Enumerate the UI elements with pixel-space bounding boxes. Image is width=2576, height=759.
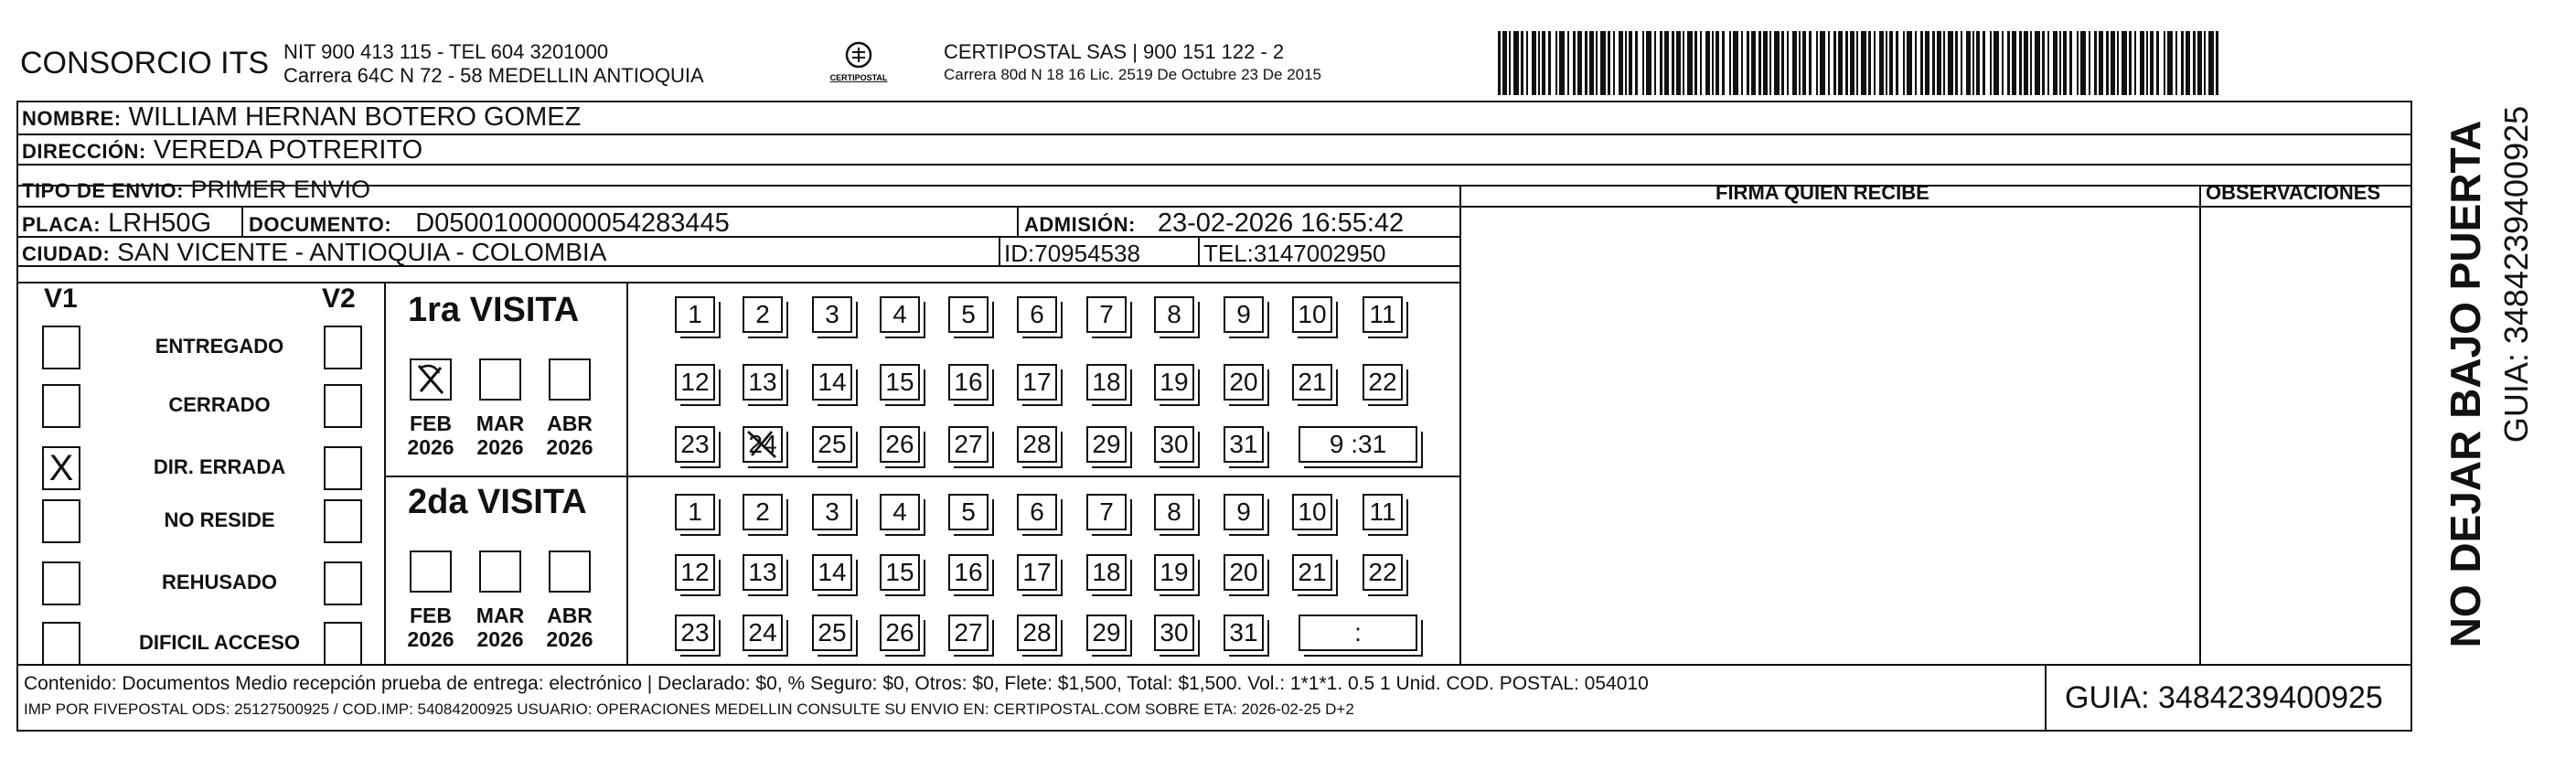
month-label <box>399 412 463 459</box>
id-cell <box>1004 240 1140 268</box>
barcode <box>1498 31 2226 95</box>
month-name: MAR <box>476 412 525 435</box>
day-box[interactable]: 29 <box>1086 426 1127 463</box>
day-number: 24 <box>748 430 777 458</box>
day-box[interactable]: 27 <box>948 426 989 463</box>
admision-cell <box>1024 208 1404 239</box>
certipostal-address: Carrera 80d N 18 16 Lic. 2519 De Octubre 23 De 2015 <box>944 66 1321 83</box>
day-box[interactable]: 3 <box>812 296 852 333</box>
nombre-row <box>22 102 581 133</box>
day-box[interactable]: 2 <box>743 296 783 333</box>
day-box[interactable]: 29 <box>1086 615 1127 651</box>
ciudad-label: CIUDAD: <box>22 242 111 265</box>
day-box[interactable]: 15 <box>880 364 920 401</box>
v1-header: V1 <box>44 283 78 314</box>
footer-line1: Contenido: Documentos Medio recepción prueba de entrega: electrónico | Declarado: $0, % Seguro: $0, Otros: $0, Flete: $1,500, Total: $1,500. Vol.: 1*1*1. 0.5 1 Unid. COD. POSTAL: 054010 <box>24 673 1649 694</box>
status-label: DIFICIL ACCESO <box>138 631 300 654</box>
direccion-label: DIRECCIÓN: <box>22 140 146 163</box>
day-box[interactable]: 31 <box>1224 426 1264 463</box>
day-box[interactable]: 10 <box>1292 296 1332 333</box>
month-name: ABR <box>547 604 593 627</box>
day-box[interactable]: 20 <box>1224 554 1264 591</box>
day-box[interactable]: 7 <box>1086 494 1127 530</box>
day-box[interactable]: 3 <box>812 494 852 530</box>
id-label: ID: <box>1004 240 1035 267</box>
v1-checkbox[interactable] <box>42 384 80 428</box>
day-box[interactable]: 28 <box>1017 615 1057 651</box>
status-label: REHUSADO <box>162 571 277 593</box>
day-box[interactable]: 17 <box>1017 364 1057 401</box>
day-box[interactable]: 13 <box>743 554 783 591</box>
footer-guia: GUIA: 3484239400925 <box>2065 680 2383 715</box>
day-box[interactable]: 16 <box>948 364 989 401</box>
day-box[interactable]: 12 <box>675 554 715 591</box>
day-box[interactable]: 18 <box>1086 554 1127 591</box>
direccion-row <box>22 135 422 166</box>
placa-value: LRH50G <box>108 208 211 238</box>
day-box[interactable]: 19 <box>1154 554 1194 591</box>
observaciones-header: OBSERVACIONES <box>2206 181 2381 204</box>
id-value: 70954538 <box>1034 240 1140 267</box>
main-frame <box>16 101 2412 732</box>
day-box[interactable]: 4 <box>880 494 920 530</box>
month-year: 2026 <box>476 627 524 651</box>
placa-cell <box>22 208 211 239</box>
day-box[interactable]: 14 <box>812 554 852 591</box>
status-label: ENTREGADO <box>155 335 284 358</box>
day-box[interactable]: 22 <box>1363 364 1403 401</box>
documento-value: D05001000000054283445 <box>415 208 730 238</box>
v2-checkbox[interactable] <box>324 384 362 428</box>
day-box[interactable] <box>743 426 783 463</box>
day-box[interactable]: 31 <box>1224 615 1264 651</box>
month-label <box>399 604 463 651</box>
v1-checkbox[interactable] <box>42 622 80 666</box>
month-name: MAR <box>476 604 525 627</box>
month-checkbox[interactable] <box>479 551 521 593</box>
day-box[interactable]: 5 <box>948 494 989 530</box>
day-box[interactable]: 27 <box>948 615 989 651</box>
day-box[interactable]: 25 <box>812 615 852 651</box>
nombre-label: NOMBRE: <box>22 107 122 130</box>
day-box[interactable]: 5 <box>948 296 989 333</box>
tipo-row <box>22 176 370 204</box>
day-box[interactable]: 9 <box>1224 494 1264 530</box>
certipostal-name: CERTIPOSTAL SAS | 900 151 122 - 2 <box>944 40 1285 63</box>
day-box[interactable]: 11 <box>1363 494 1403 530</box>
day-box[interactable]: 26 <box>880 426 920 463</box>
admision-label: ADMISIÓN: <box>1024 213 1136 236</box>
day-box[interactable]: 10 <box>1292 494 1332 530</box>
day-box[interactable]: 24 <box>743 615 783 651</box>
day-box[interactable]: 6 <box>1017 494 1057 530</box>
company-address: Carrera 64C N 72 - 58 MEDELLIN ANTIOQUIA <box>283 64 704 87</box>
day-box[interactable]: 7 <box>1086 296 1127 333</box>
status-label: CERRADO <box>168 393 271 416</box>
firma-header: FIRMA QUIEN RECIBE <box>1716 181 1929 204</box>
v1-checkbox[interactable]: X <box>42 446 80 490</box>
documento-cell <box>249 208 730 239</box>
day-box[interactable]: 23 <box>675 426 715 463</box>
day-box[interactable]: 9 <box>1224 296 1264 333</box>
certipostal-logo <box>819 40 898 90</box>
day-box[interactable]: 14 <box>812 364 852 401</box>
day-box[interactable]: 4 <box>880 296 920 333</box>
month-year: 2026 <box>407 627 454 651</box>
status-label: DIR. ERRADA <box>153 455 286 478</box>
nombre-value: WILLIAM HERNAN BOTERO GOMEZ <box>128 102 582 132</box>
day-box[interactable]: 1 <box>675 494 715 530</box>
day-box[interactable]: 20 <box>1224 364 1264 401</box>
day-box[interactable]: 2 <box>743 494 783 530</box>
v2-checkbox[interactable] <box>324 561 362 605</box>
first-visit-title: 1ra VISITA <box>408 291 580 329</box>
documento-label: DOCUMENTO: <box>249 213 392 236</box>
v2-checkbox[interactable] <box>324 446 362 490</box>
day-box[interactable]: 22 <box>1363 554 1403 591</box>
second-visit-title: 2da VISITA <box>408 483 587 521</box>
day-box[interactable]: 30 <box>1154 615 1194 651</box>
day-box[interactable]: 21 <box>1292 554 1332 591</box>
footer-line2: IMP POR FIVEPOSTAL ODS: 25127500925 / COD.IMP: 54084200925 USUARIO: OPERACIONES MEDELLIN CONSULTE SU ENVIO EN: CERTIPOSTAL.COM SOBRE ETA: 2026-02-25 D+2 <box>24 700 1354 718</box>
month-year: 2026 <box>546 627 593 651</box>
v2-checkbox[interactable] <box>324 622 362 666</box>
month-checkbox[interactable] <box>549 551 591 593</box>
company-nit: NIT 900 413 115 - TEL 604 3201000 <box>283 40 609 63</box>
v2-checkbox[interactable] <box>324 326 362 369</box>
day-box[interactable]: 25 <box>812 426 852 463</box>
month-checkbox[interactable] <box>479 358 521 401</box>
month-label <box>538 412 602 459</box>
day-mark-icon <box>744 428 781 461</box>
v1-checkbox[interactable] <box>42 499 80 543</box>
company-name: CONSORCIO ITS <box>20 46 270 80</box>
admision-value: 23-02-2026 16:55:42 <box>1157 208 1405 238</box>
month-label <box>538 604 602 651</box>
tipo-label: TIPO DE ENVIO: <box>22 179 184 202</box>
day-box[interactable]: 8 <box>1154 296 1194 333</box>
month-year: 2026 <box>546 435 593 459</box>
time-box[interactable]: 9 :31 <box>1299 426 1417 463</box>
day-box[interactable]: 15 <box>880 554 920 591</box>
day-box[interactable]: 11 <box>1363 296 1403 333</box>
month-label <box>468 412 532 459</box>
month-year: 2026 <box>476 435 524 459</box>
ciudad-cell <box>22 238 606 267</box>
day-box[interactable]: 1 <box>675 296 715 333</box>
month-checkbox[interactable] <box>410 551 452 593</box>
side-guia: GUIA: 3484239400925 <box>2497 105 2535 444</box>
day-box[interactable]: 23 <box>675 615 715 651</box>
v1-checkbox[interactable] <box>42 561 80 605</box>
day-box[interactable]: 6 <box>1017 296 1057 333</box>
day-box[interactable]: 26 <box>880 615 920 651</box>
tel-value: 3147002950 <box>1253 240 1386 267</box>
time-box[interactable]: : <box>1299 615 1417 651</box>
v2-checkbox[interactable] <box>324 499 362 543</box>
v2-header: V2 <box>322 283 356 314</box>
month-year: 2026 <box>407 435 454 459</box>
day-box[interactable]: 19 <box>1154 364 1194 401</box>
no-dejar-bajo-puerta: NO DEJAR BAJO PUERTA <box>2442 120 2489 648</box>
day-box[interactable]: 18 <box>1086 364 1127 401</box>
day-box[interactable]: 28 <box>1017 426 1057 463</box>
day-box[interactable]: 8 <box>1154 494 1194 530</box>
month-name: FEB <box>410 412 452 435</box>
ciudad-value: SAN VICENTE - ANTIOQUIA - COLOMBIA <box>117 238 607 266</box>
day-box[interactable]: 21 <box>1292 364 1332 401</box>
tel-label: TEL: <box>1203 240 1254 267</box>
svg-text:CERTIPOSTAL: CERTIPOSTAL <box>829 73 888 82</box>
tel-cell <box>1203 240 1386 268</box>
status-label: NO RESIDE <box>164 508 275 531</box>
day-box[interactable]: 30 <box>1154 426 1194 463</box>
direccion-value: VEREDA POTRERITO <box>153 135 423 165</box>
month-name: ABR <box>547 412 593 435</box>
day-box[interactable]: 17 <box>1017 554 1057 591</box>
day-box[interactable]: 13 <box>743 364 783 401</box>
tipo-value: PRIMER ENVIO <box>190 176 370 203</box>
month-label <box>468 604 532 651</box>
placa-label: PLACA: <box>22 213 102 236</box>
month-checkbox[interactable] <box>410 358 452 401</box>
day-box[interactable]: 16 <box>948 554 989 591</box>
month-name: FEB <box>410 604 452 627</box>
month-checkbox[interactable] <box>549 358 591 401</box>
v1-checkbox[interactable] <box>42 326 80 369</box>
day-box[interactable]: 12 <box>675 364 715 401</box>
